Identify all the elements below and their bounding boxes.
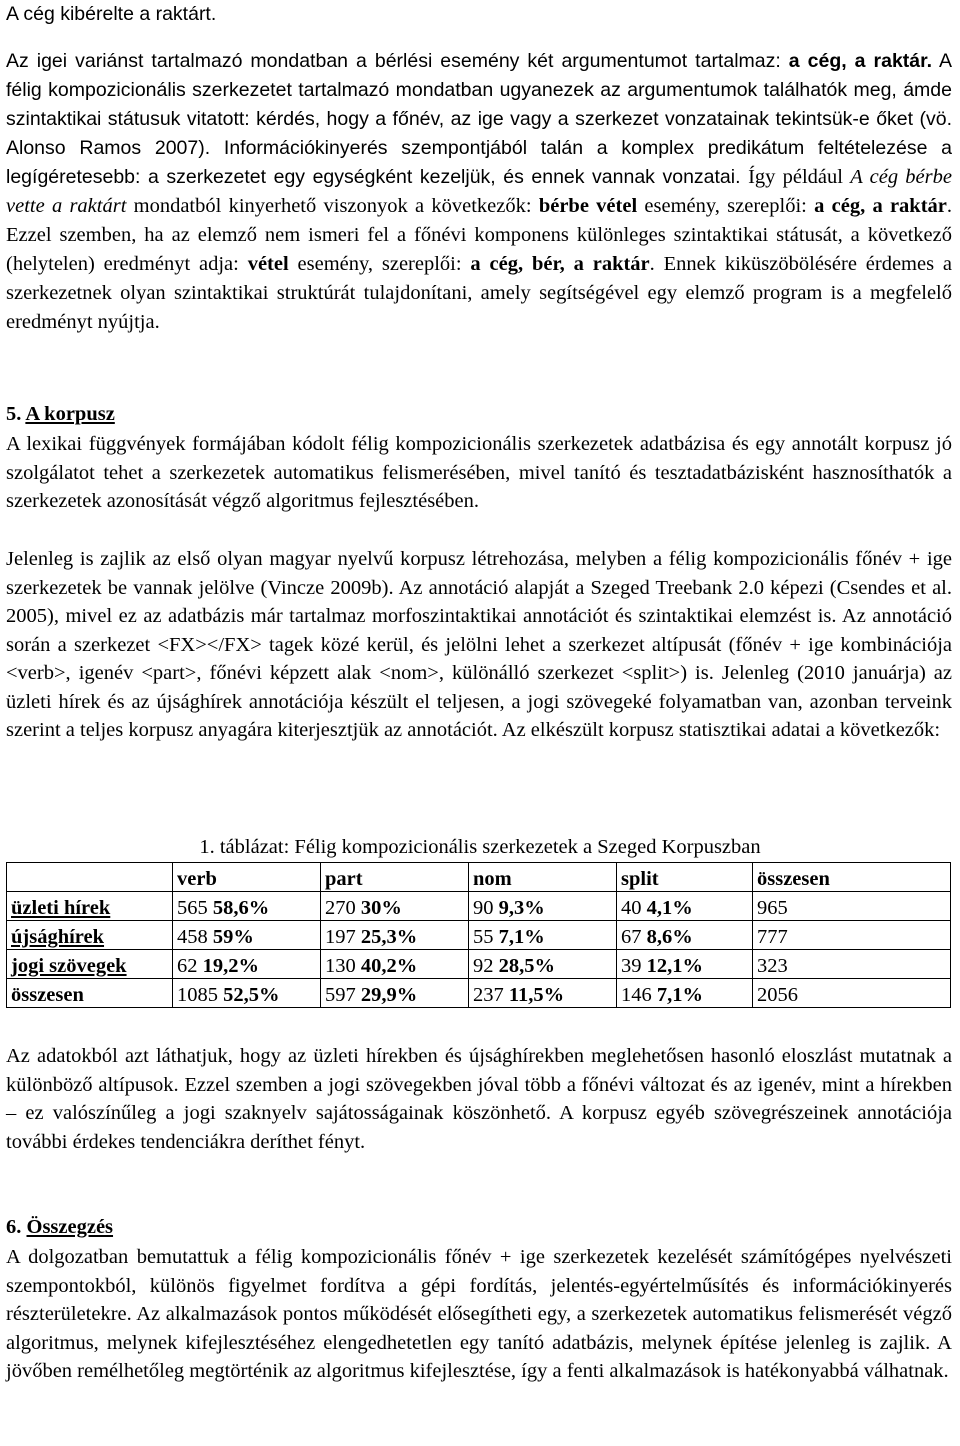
table-cell (469, 892, 617, 921)
count: 39 (621, 955, 642, 977)
percentage: 19,2% (202, 955, 259, 977)
table-cell (173, 892, 321, 921)
row-total: 2056 (753, 979, 951, 1008)
row-label: jogi szövegek (7, 950, 173, 979)
text-run: esemény, szereplői: (637, 195, 815, 217)
section-heading-corpus (6, 400, 115, 428)
text-run: . Ezzel szemben, ha az elemző nem ismeri fel a főnévi komponens különleges szintaktikai státusát, a következő (helytelen) eredményt adja: (6, 195, 953, 275)
bold-text: bérbe vétel (538, 195, 638, 217)
table-cell (321, 921, 469, 950)
text-run: . Ennek kiküszöbölésére érdemes a szerkezetnek olyan szintaktikai struktúrát tulajdonítani, amely segítségével egy elemző program is a megfelelő eredményt nyújtja. (6, 253, 953, 333)
percentage: 28,5% (498, 955, 555, 977)
table-row (7, 892, 951, 921)
percentage: 12,1% (646, 955, 703, 977)
percentage: 52,5% (223, 984, 280, 1006)
count: 92 (473, 955, 494, 977)
corpus-paragraph-2: Jelenleg is zajlik az első olyan magyar nyelvű korpusz létrehozása, melyben a félig kompozicionális főnév + ige szerkezetek be vannak jelölve (Vincze 2009b). Az annotáció alapját a Szeged Treebank 2.0 képezi (Csendes et al. 2005), mivel ez az adatbázis már tartalmaz morfoszintaktikai annotációt és szintaktikai elemzést is. Az annotáció során a szerkezet <FX></FX> tagek közé kerül, és jelölni lehet a szerkezet altípusát (főnév + ige kombinációja <verb>, igenév <part>, főnévi képzett alak <nom>, különálló szerkezet <split>) is. Jelenleg (2010 januárja) az üzleti hírek és az újsághírek annotációja készült el teljesen, a jogi szövegeké folyamatban van, azonban terveink szerint a teljes korpusz anyagára kiterjesztjük az annotációt. Az elkészült korpusz statisztikai adatai a következők: (6, 548, 952, 741)
count: 565 (177, 897, 208, 919)
count: 197 (325, 926, 356, 948)
row-total: 965 (753, 892, 951, 921)
count: 62 (177, 955, 198, 977)
text-run: Így például (748, 166, 851, 188)
table-row (7, 921, 951, 950)
bold-text: vétel (247, 253, 289, 275)
text-run: mondatból kinyerhető viszonyok a következők: (126, 195, 539, 217)
count: 270 (325, 897, 356, 919)
percentage: 4,1% (646, 897, 693, 919)
table-cell (173, 921, 321, 950)
table-header-cell: split (617, 863, 753, 892)
percentage: 30% (360, 897, 402, 919)
section-number: 5. (6, 403, 22, 425)
percentage: 25,3% (360, 926, 418, 948)
percentage: 11,5% (508, 984, 565, 1006)
percentage: 59% (212, 926, 254, 948)
table-row (7, 979, 951, 1008)
count: 146 (621, 984, 652, 1006)
text-run: Az igei variánst tartalmazó mondatban a bérlési esemény két argumentumot tartalmaz: (6, 50, 789, 72)
example-sentence: A cég kibérelte a raktárt. (6, 3, 217, 25)
count: 40 (621, 897, 642, 919)
table-cell (469, 921, 617, 950)
table-header-cell: part (321, 863, 469, 892)
section-title: Összegzés (26, 1216, 114, 1238)
table-cell (173, 950, 321, 979)
corpus-paragraph-1: A lexikai függvények formájában kódolt félig kompozicionális szerkezetek adatbázisa és egy annotált korpusz jó szolgálatot tehet a szerkezetek automatikus felismerésében, mivel tanító és tesztadatbázisként hasznosíthatók a szerkezetek azonosítását végző algoritmus fejlesztésében. (6, 433, 952, 512)
count: 237 (473, 984, 504, 1006)
summary-paragraph: A dolgozatban bemutattuk a félig kompozicionális főnév + ige szerkezetek kezelését számítógépes nyelvészeti szempontokból, különös figyelmet fordítva a gépi fordítás, jelentés-egyértelműsítés és információkinyerés részterületekre. Az alkalmazások pontos működését elősegítheti egy, a szerkezetek automatikus felismerését végző algoritmus, melynek kifejlesztéséhez elengedhetetlen egy tanító adatbázis, melynek építése jelenleg is zajlik. A jövőben remélhetőleg megtörténik az algoritmus kifejlesztése, így a fenti alkalmazások is hatékonyabbá válhatnak. (6, 1246, 952, 1382)
bold-text: a cég, a raktár (814, 195, 947, 217)
table-cell (321, 950, 469, 979)
row-total: 323 (753, 950, 951, 979)
table-cell (617, 921, 753, 950)
row-label: összesen (7, 979, 173, 1008)
percentage: 40,2% (360, 955, 418, 977)
row-label: üzleti hírek (7, 892, 173, 921)
table-cell (321, 979, 469, 1008)
percentage: 7,1% (498, 926, 545, 948)
table-cell (617, 892, 753, 921)
table-discussion-paragraph: Az adatokból azt láthatjuk, hogy az üzleti hírekben és újsághírekben meglehetősen hasonló eloszlást mutatnak a különböző altípusok. Ezzel szemben a jogi szövegekben jóval több a főnévi változat és az igenév, mint a hírekben – ez valószínűleg a jogi szaknyelv sajátosságainak köszönhető. A korpusz egyéb szövegrészeinek annotációja további érdekes tendenciákra deríthet fényt. (6, 1045, 952, 1153)
table-cell (469, 950, 617, 979)
percentage: 58,6% (212, 897, 270, 919)
count: 458 (177, 926, 208, 948)
table-header-row (7, 863, 951, 892)
count: 67 (621, 926, 642, 948)
count: 90 (473, 897, 494, 919)
count: 597 (325, 984, 356, 1006)
percentage: 7,1% (656, 984, 703, 1006)
table-header-cell: nom (469, 863, 617, 892)
percentage: 29,9% (360, 984, 418, 1006)
section-title: A korpusz (25, 403, 115, 425)
table-header-cell (7, 863, 173, 892)
percentage: 9,3% (498, 897, 545, 919)
count: 55 (473, 926, 494, 948)
row-total: 777 (753, 921, 951, 950)
table-header-cell: verb (173, 863, 321, 892)
section-number: 6. (6, 1216, 22, 1238)
table-cell (321, 892, 469, 921)
count: 130 (325, 955, 356, 977)
table-cell (617, 950, 753, 979)
section-heading-summary (6, 1213, 113, 1241)
table-row (7, 950, 951, 979)
table-cell (617, 979, 753, 1008)
italic-example: A cég bérbe vette a raktárt (6, 166, 952, 217)
table-cell (173, 979, 321, 1008)
count: 1085 (177, 984, 218, 1006)
percentage: 8,6% (646, 926, 693, 948)
body-paragraph-analysis (6, 47, 952, 337)
text-run: A félig kompozicionális szerkezetet tartalmazó mondatban ugyanezek az argumentumok találhatók meg, ámde szintaktikai státusuk vitatott: kérdés, hogy a főnév, az ige vagy a szerkezet vonzatainak tekintsük-e őket (vö. Alonso Ramos 2007). Információkinyerés szempontjából talán a komplex predikátum feltételezése a legígéretesebb: a szerkezetet egy egységként kezeljük, és ennek vannak vonzatai. (6, 50, 952, 188)
bold-text: a cég, bér, a raktár (470, 253, 650, 275)
text-run: esemény, szereplői: (288, 253, 471, 275)
table-header-cell: összesen (753, 863, 951, 892)
bold-text: a cég, a raktár. (788, 50, 933, 72)
statistics-table (6, 862, 951, 1008)
row-label: újsághírek (7, 921, 173, 950)
table-cell (469, 979, 617, 1008)
table-caption: 1. táblázat: Félig kompozicionális szerkezetek a Szeged Korpuszban (199, 836, 761, 858)
